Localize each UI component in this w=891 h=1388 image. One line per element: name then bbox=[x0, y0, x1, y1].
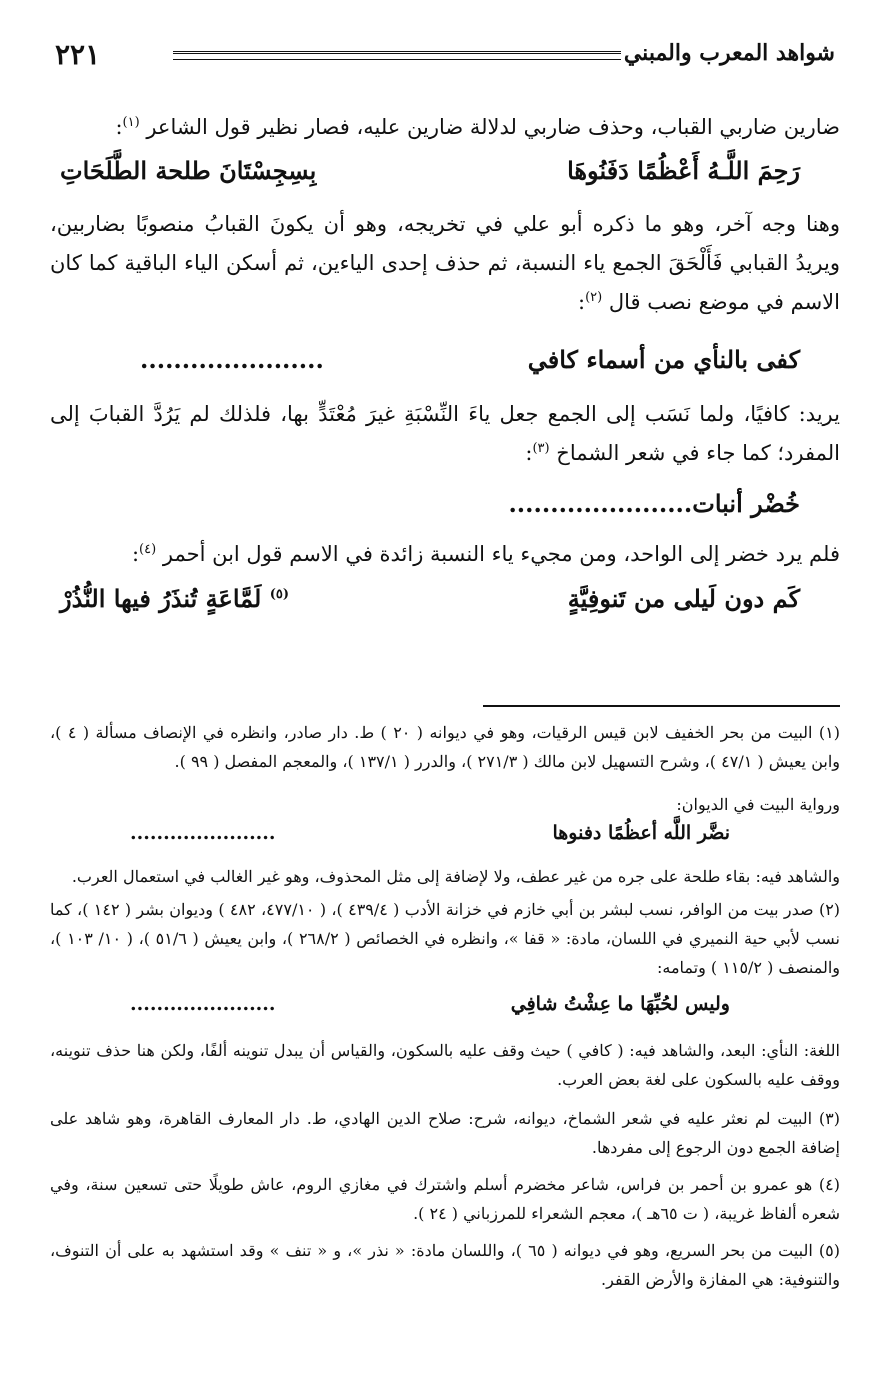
footnote-2-note bbox=[50, 1036, 840, 1094]
verse-hemistich-text: لَمَّاعَةٍ تُنذَرُ فيها النُّذُرْ bbox=[60, 584, 262, 613]
footnote-text: (٥) البيت من بحر السريع، وهو في ديوانه ( ٦٥ )، واللسان مادة: « نذر »، و « تنف » وقد استشهد به على أن التنوف، والتنوفية: هي المفازة والأرض القفر. bbox=[50, 1241, 841, 1289]
paragraph-end: : bbox=[115, 115, 123, 139]
footnote-1 bbox=[50, 718, 840, 776]
verse-hemistich-right: كَم دون لَيلى من تَنوفِيَّةٍ bbox=[567, 584, 800, 613]
paragraph-text: وهنا وجه آخر، وهو ما ذكره أبو علي في تخريجه، وهو أن يكونَ القبابُ منصوبًا بضاربين، ويريدُ القبابي فَأَلْحَقَ الجمع ياء النسبة، ثم حذف إحدى الياءين، ثم أسكن الياء الباقية كما كان الاسم في موضع نصب قال bbox=[50, 212, 840, 314]
verse-hemistich-right: رَحِمَ اللَّـهُ أَعْظُمًا دَفَنُوهَا bbox=[567, 156, 800, 185]
footnote-ref: (٤) bbox=[139, 542, 157, 557]
footnote-text: (٤) هو عمرو بن أحمر بن فراس، شاعر مخضرم أسلم واشترك في مغازي الروم، عاش طويلًا حتى تسعين سنة، وفي شعره ألفاظ غريبة، ( ت ٦٥هـ )، معجم الشعراء للمرزباني ( ٢٤ ). bbox=[50, 1175, 840, 1223]
footnote-text: (٣) البيت لم نعثر عليه في شعر الشماخ، ديوانه، شرح: صلاح الدين الهادي، ط. دار المعارف القاهرة، وهو شاهد على إضافة الجمع دون الرجوع إلى مفردها. bbox=[50, 1109, 840, 1157]
paragraph-4 bbox=[50, 535, 840, 574]
footnote-ref: (١) bbox=[122, 115, 140, 130]
paragraph-text: يريد: كافيًا، ولما نَسَب إلى الجمع جعل ياءَ النِّسْبَةِ غيرَ مُعْتَدٍّ بها، فلذلك لم يَرُدَّ القبابَ إلى المفرد؛ كما جاء في شعر الشماخ bbox=[50, 402, 840, 465]
verse-hemistich-right: وليس لحُبِّهَا ما عِشْتُ شافِي bbox=[510, 993, 730, 1015]
verse-hemistich-right: نضَّر اللَّه أعظُمًا دفنوها bbox=[552, 822, 730, 844]
verse-1 bbox=[60, 156, 800, 196]
footnote-text: والشاهد فيه: بقاء طلحة على جره من غير عطف، ولا لإضافة إلى مثل المحذوف، وهو غير الغالب في استعمال العرب. bbox=[71, 867, 840, 886]
verse-hemistich-right: كفى بالنأي من أسماء كافي bbox=[527, 345, 800, 374]
verse-hemistich-right: خُضْر أنبات...................... bbox=[508, 489, 800, 518]
footnote-3 bbox=[50, 1104, 840, 1162]
page-header bbox=[55, 38, 835, 78]
verse-hemistich-left: ...................... bbox=[140, 345, 324, 374]
footnote-separator bbox=[483, 705, 840, 707]
verse-hemistich-left: ...................... bbox=[130, 993, 276, 1015]
paragraph-1 bbox=[50, 108, 840, 147]
paragraph-3 bbox=[50, 395, 840, 473]
footnote-2 bbox=[50, 895, 840, 982]
footnote-4 bbox=[50, 1170, 840, 1228]
footnote-ref: (٥) bbox=[269, 587, 290, 602]
page-number: ٢٢١ bbox=[55, 38, 101, 71]
header-rule bbox=[173, 51, 621, 60]
footnote-text: (١) البيت من بحر الخفيف لابن قيس الرقيات، وهو في ديوانه ( ٢٠ ) ط. دار صادر، وانظره في الإنصاف مسألة ( ٤ )، وابن يعيش ( ٤٧/١ )، وشرح التسهيل لابن مالك ( ٢٧١/٣ )، والدرر ( ١٣٧/١ )، والمعجم المفصل ( ٩٩ ). bbox=[50, 723, 840, 771]
paragraph-end: : bbox=[577, 290, 586, 314]
paragraph-2 bbox=[50, 205, 840, 322]
footnote-ref: (٣) bbox=[532, 441, 550, 456]
footnote-1-note bbox=[50, 862, 840, 891]
running-title: شواهد المعرب والمبني bbox=[623, 40, 835, 66]
verse-2 bbox=[60, 345, 800, 385]
verse-hemistich-left: ...................... bbox=[130, 822, 276, 844]
footnote-1-intro bbox=[50, 790, 840, 819]
paragraph-text: ضارين ضاربي القباب، وحذف ضاربي لدلالة ضارين عليه، فصار نظير قول الشاعر bbox=[146, 115, 840, 139]
footnote-text: اللغة: النأي: البعد، والشاهد فيه: ( كافي ) حيث وقف عليه بالسكون، والقياس أن يبدل تنوينه ألفًا، ولكن هنا حذف تنوينه، ووقف عليه بالسكون على لغة بعض العرب. bbox=[50, 1041, 841, 1089]
paragraph-end: : bbox=[525, 441, 533, 465]
footnote-5 bbox=[50, 1236, 840, 1294]
footnote-2-verse bbox=[130, 993, 730, 1025]
verse-hemistich-left bbox=[60, 584, 289, 613]
footnote-text: (٢) صدر بيت من الوافر، نسب لبشر بن أبي خازم في خزانة الأدب ( ٤٣٩/٤ )، ( ٤٧٧/١٠، ٤٨٢ ) وديوان بشر ( ١٤٢ )، كما نسب لأبي حية النميري في اللسان، مادة: « قفا »، وانظره في الخصائص ( ٢٦٨/٢ )، وابن يعيش ( ٥١/٦ )، ( ١٠/ ١٠٣ )، والمنصف ( ١١٥/٢ ) وتمامه: bbox=[50, 900, 841, 977]
footnote-1-verse bbox=[130, 822, 730, 854]
paragraph-end: : bbox=[131, 542, 140, 566]
paragraph-text: فلم يرد خضر إلى الواحد، ومن مجيء ياء النسبة زائدة في الاسم قول ابن أحمر bbox=[162, 542, 840, 566]
footnote-text: ورواية البيت في الديوان: bbox=[676, 795, 840, 814]
footnote-ref: (٢) bbox=[585, 290, 603, 305]
verse-3 bbox=[60, 489, 800, 529]
verse-hemistich-left: بِسِجِسْتَانَ طلحة الطَّلَحَاتِ bbox=[60, 156, 317, 185]
verse-4 bbox=[60, 584, 800, 624]
